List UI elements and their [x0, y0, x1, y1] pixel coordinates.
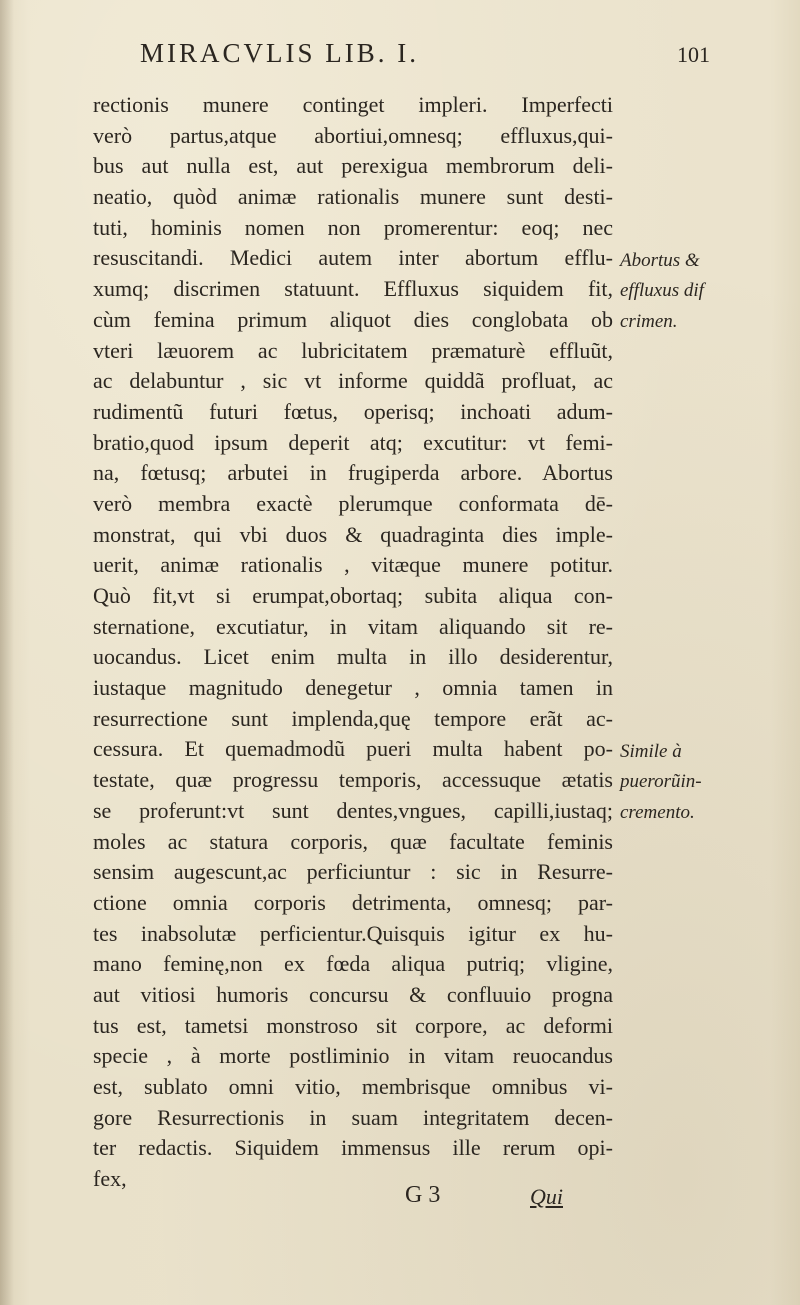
text-line: sensim augescunt,ac perficiuntur : sic in Resurre- — [93, 859, 613, 885]
text-line: Quò fit,vt si erumpat,obortaq; subita aliqua con- — [93, 583, 613, 608]
text-line: testate, quæ progressu temporis, accessuque ætatis — [93, 767, 613, 793]
marginal-note: puerorũin- — [620, 771, 702, 793]
text-line: mano feminę,non ex fœda aliqua putriq; vligine, — [93, 951, 613, 977]
page-header — [130, 38, 710, 78]
text-line: xumq; discrimen statuunt. Effluxus siquidem fit, — [93, 276, 613, 302]
text-line: tuti, hominis nomen non promerentur: eoq; nec — [93, 214, 613, 240]
marginal-note: crimen. — [620, 310, 678, 332]
page-number: 101 — [677, 42, 710, 67]
text-line: rectionis munere continget impleri. Imperfecti — [93, 92, 613, 117]
text-line: uerit, animæ rationalis , vitæque munere potitur. — [93, 552, 613, 578]
text-line: ac delabuntur , sic vt informe quiddã profluat, ac — [93, 368, 613, 394]
text-line: rudimentũ futuri fœtus, operisq; inchoati adum- — [93, 398, 613, 424]
text-line: fex, — [93, 1166, 127, 1192]
body-text — [93, 90, 613, 1195]
text-line: verò membra exactè plerumque conformata dē- — [93, 490, 613, 516]
text-line: na, fœtusq; arbutei in frugiperda arbore. Abortus — [93, 460, 613, 486]
catchword: Qui — [530, 1184, 563, 1209]
signature-mark: G 3 — [405, 1182, 441, 1208]
page-footer — [0, 1182, 800, 1222]
text-line: tes inabsolutæ perficientur.Quisquis igitur ex hu- — [93, 920, 613, 946]
text-line: gore Resurrectionis in suam integritatem decen- — [93, 1104, 613, 1130]
text-line: est, sublato omni vitio, membrisque omnibus vi- — [93, 1074, 613, 1099]
text-line: bratio,quod ipsum deperit atq; excutitur: vt femi- — [93, 429, 613, 455]
marginal-note: effluxus dif — [620, 280, 704, 302]
text-line: uocandus. Licet enim multa in illo desiderentur, — [93, 644, 613, 670]
text-line: ter redactis. Siquidem immensus ille rerum opi- — [93, 1135, 613, 1161]
text-line: vteri læuorem ac lubricitatem præmaturè effluũt, — [93, 337, 613, 363]
text-line: tus est, tametsi monstroso sit corpore, ac deformi — [93, 1012, 613, 1038]
marginal-note: Simile à — [620, 740, 682, 762]
text-line: monstrat, qui vbi duos & quadraginta dies imple- — [93, 521, 613, 547]
text-line: bus aut nulla est, aut perexigua membrorum deli- — [93, 153, 613, 179]
marginal-note: cremento. — [620, 802, 695, 824]
text-line: aut vitiosi humoris concursu & confluuio progna — [93, 981, 613, 1007]
text-line: se proferunt:vt sunt dentes,vngues, capilli,iustaq; — [93, 797, 613, 823]
text-line: iustaque magnitudo denegetur , omnia tamen in — [93, 675, 613, 701]
marginal-note: Abortus & — [620, 249, 700, 271]
text-line: ctione omnia corporis detrimenta, omnesq; par- — [93, 889, 613, 915]
running-head: MIRACVLIS LIB. I. — [140, 38, 419, 68]
text-line: cessura. Et quemadmodũ pueri multa habent po- — [93, 736, 613, 762]
text-line: verò partus,atque abortiui,omnesq; effluxus,qui- — [93, 122, 613, 148]
text-line: resuscitandi. Medici autem inter abortum efflu- — [93, 245, 613, 271]
text-line: neatio, quòd animæ rationalis munere sunt desti- — [93, 184, 613, 210]
text-line: cùm femina primum aliquot dies conglobata ob — [93, 306, 613, 332]
text-line: sternatione, excutiatur, in vitam aliquando sit re- — [93, 613, 613, 639]
gutter-shadow — [0, 0, 14, 1305]
text-line: moles ac statura corporis, quæ facultate feminis — [93, 828, 613, 854]
text-line: specie , à morte postliminio in vitam reuocandus — [93, 1043, 613, 1069]
text-line: resurrectione sunt implenda,quę tempore erãt ac- — [93, 705, 613, 731]
